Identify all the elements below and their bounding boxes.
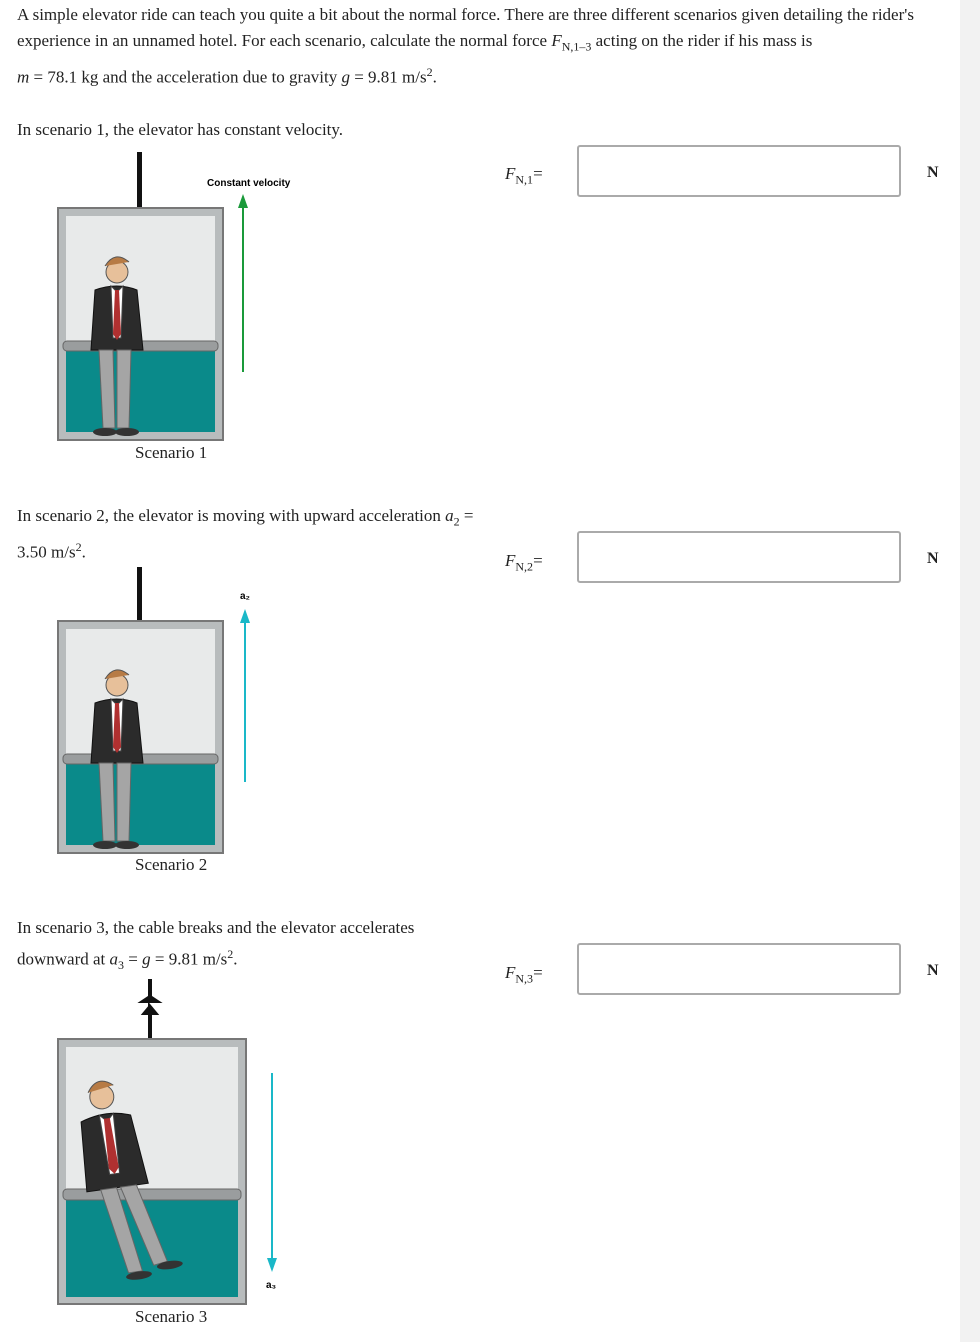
intro-period: . [432, 68, 437, 88]
scenario-1-text: In scenario 1, the elevator has constant velocity. [17, 120, 344, 139]
accel-2-sub: 2 [453, 514, 460, 529]
label-1-symbol: F [505, 164, 516, 183]
force-symbol: F [551, 31, 562, 50]
scenario-2-period: . [81, 543, 86, 563]
scenario-3-text [17, 915, 487, 978]
unit-3: N [927, 962, 939, 979]
elevator-1-drawing [55, 150, 295, 450]
arrow-label-1: Constant velocity [207, 178, 291, 189]
acceleration-arrowhead [240, 609, 250, 623]
scenario-2-text-a: In scenario 2, the elevator is moving with upward acceleration [17, 506, 446, 525]
unit-2: N [927, 550, 939, 567]
accel-2-symbol: a [445, 506, 454, 525]
elevator-figure-3 [55, 975, 305, 1310]
elevator-figure-1 [55, 150, 295, 455]
answer-label-2 [505, 551, 543, 574]
intro-text-a: A simple elevator ride can teach you quite a bit about the normal force. There are three different scenarios given detailing the rider's experience in an unnamed hotel. For each scenario, calculate the normal force [17, 5, 914, 50]
label-2-eq: = [533, 551, 543, 570]
arrow-label-3: a₃ [266, 1280, 277, 1291]
mass-symbol: m [17, 68, 30, 88]
acceleration-arrowhead [267, 1258, 277, 1272]
label-1-sub: N,1 [515, 172, 534, 187]
g-symbol: g [341, 68, 350, 88]
force-subscript: N,1–3 [561, 39, 592, 54]
accel-3-sub: 3 [118, 958, 125, 973]
label-1-eq: = [533, 164, 543, 183]
g-exp: 2 [426, 65, 433, 80]
caption-1: Scenario 1 [135, 443, 208, 462]
accel-3-exp: 2 [227, 947, 234, 961]
elevator-3-drawing [55, 975, 305, 1305]
answer-input-2[interactable] [577, 531, 901, 583]
accel-3-eq: = [124, 949, 143, 969]
scenario-3-period: . [233, 949, 238, 969]
accel-2-exp: 2 [75, 540, 82, 555]
label-3-sub: N,3 [515, 971, 534, 986]
answer-input-3[interactable] [577, 943, 901, 995]
accel-3-symbol: a [109, 949, 119, 969]
intro-text-b: acting on the rider if his mass is [591, 31, 813, 50]
cable [137, 152, 142, 208]
scenario-3-text-a: In scenario 3, the cable breaks and the elevator accelerates downward at [17, 918, 415, 969]
intro-paragraph [17, 2, 947, 91]
accel-3-g: g [142, 949, 151, 969]
answer-label-1 [505, 164, 543, 187]
label-3-eq: = [533, 963, 543, 982]
elevator-2-drawing [55, 565, 295, 855]
elevator-figure-2 [55, 565, 295, 860]
label-3-symbol: F [505, 963, 516, 982]
unit-1: N [927, 164, 939, 181]
answer-label-3 [505, 963, 543, 986]
broken-cable [144, 979, 156, 1039]
label-2-sub: N,2 [515, 559, 534, 574]
g-value: = 9.81 m/s [349, 68, 427, 88]
caption-3: Scenario 3 [135, 1307, 208, 1326]
answer-input-1[interactable] [577, 145, 901, 197]
mass-value: = 78.1 kg and the acceleration due to gravity [29, 68, 342, 88]
label-2-symbol: F [505, 551, 516, 570]
accel-2-value: = 3.50 m/s [17, 506, 474, 563]
arrow-label-2: a₂ [240, 591, 251, 602]
scenario-2-text [17, 503, 487, 566]
velocity-arrowhead [238, 194, 248, 208]
cable [137, 567, 142, 621]
caption-2: Scenario 2 [135, 855, 208, 874]
accel-3-value: = 9.81 m/s [150, 949, 228, 969]
